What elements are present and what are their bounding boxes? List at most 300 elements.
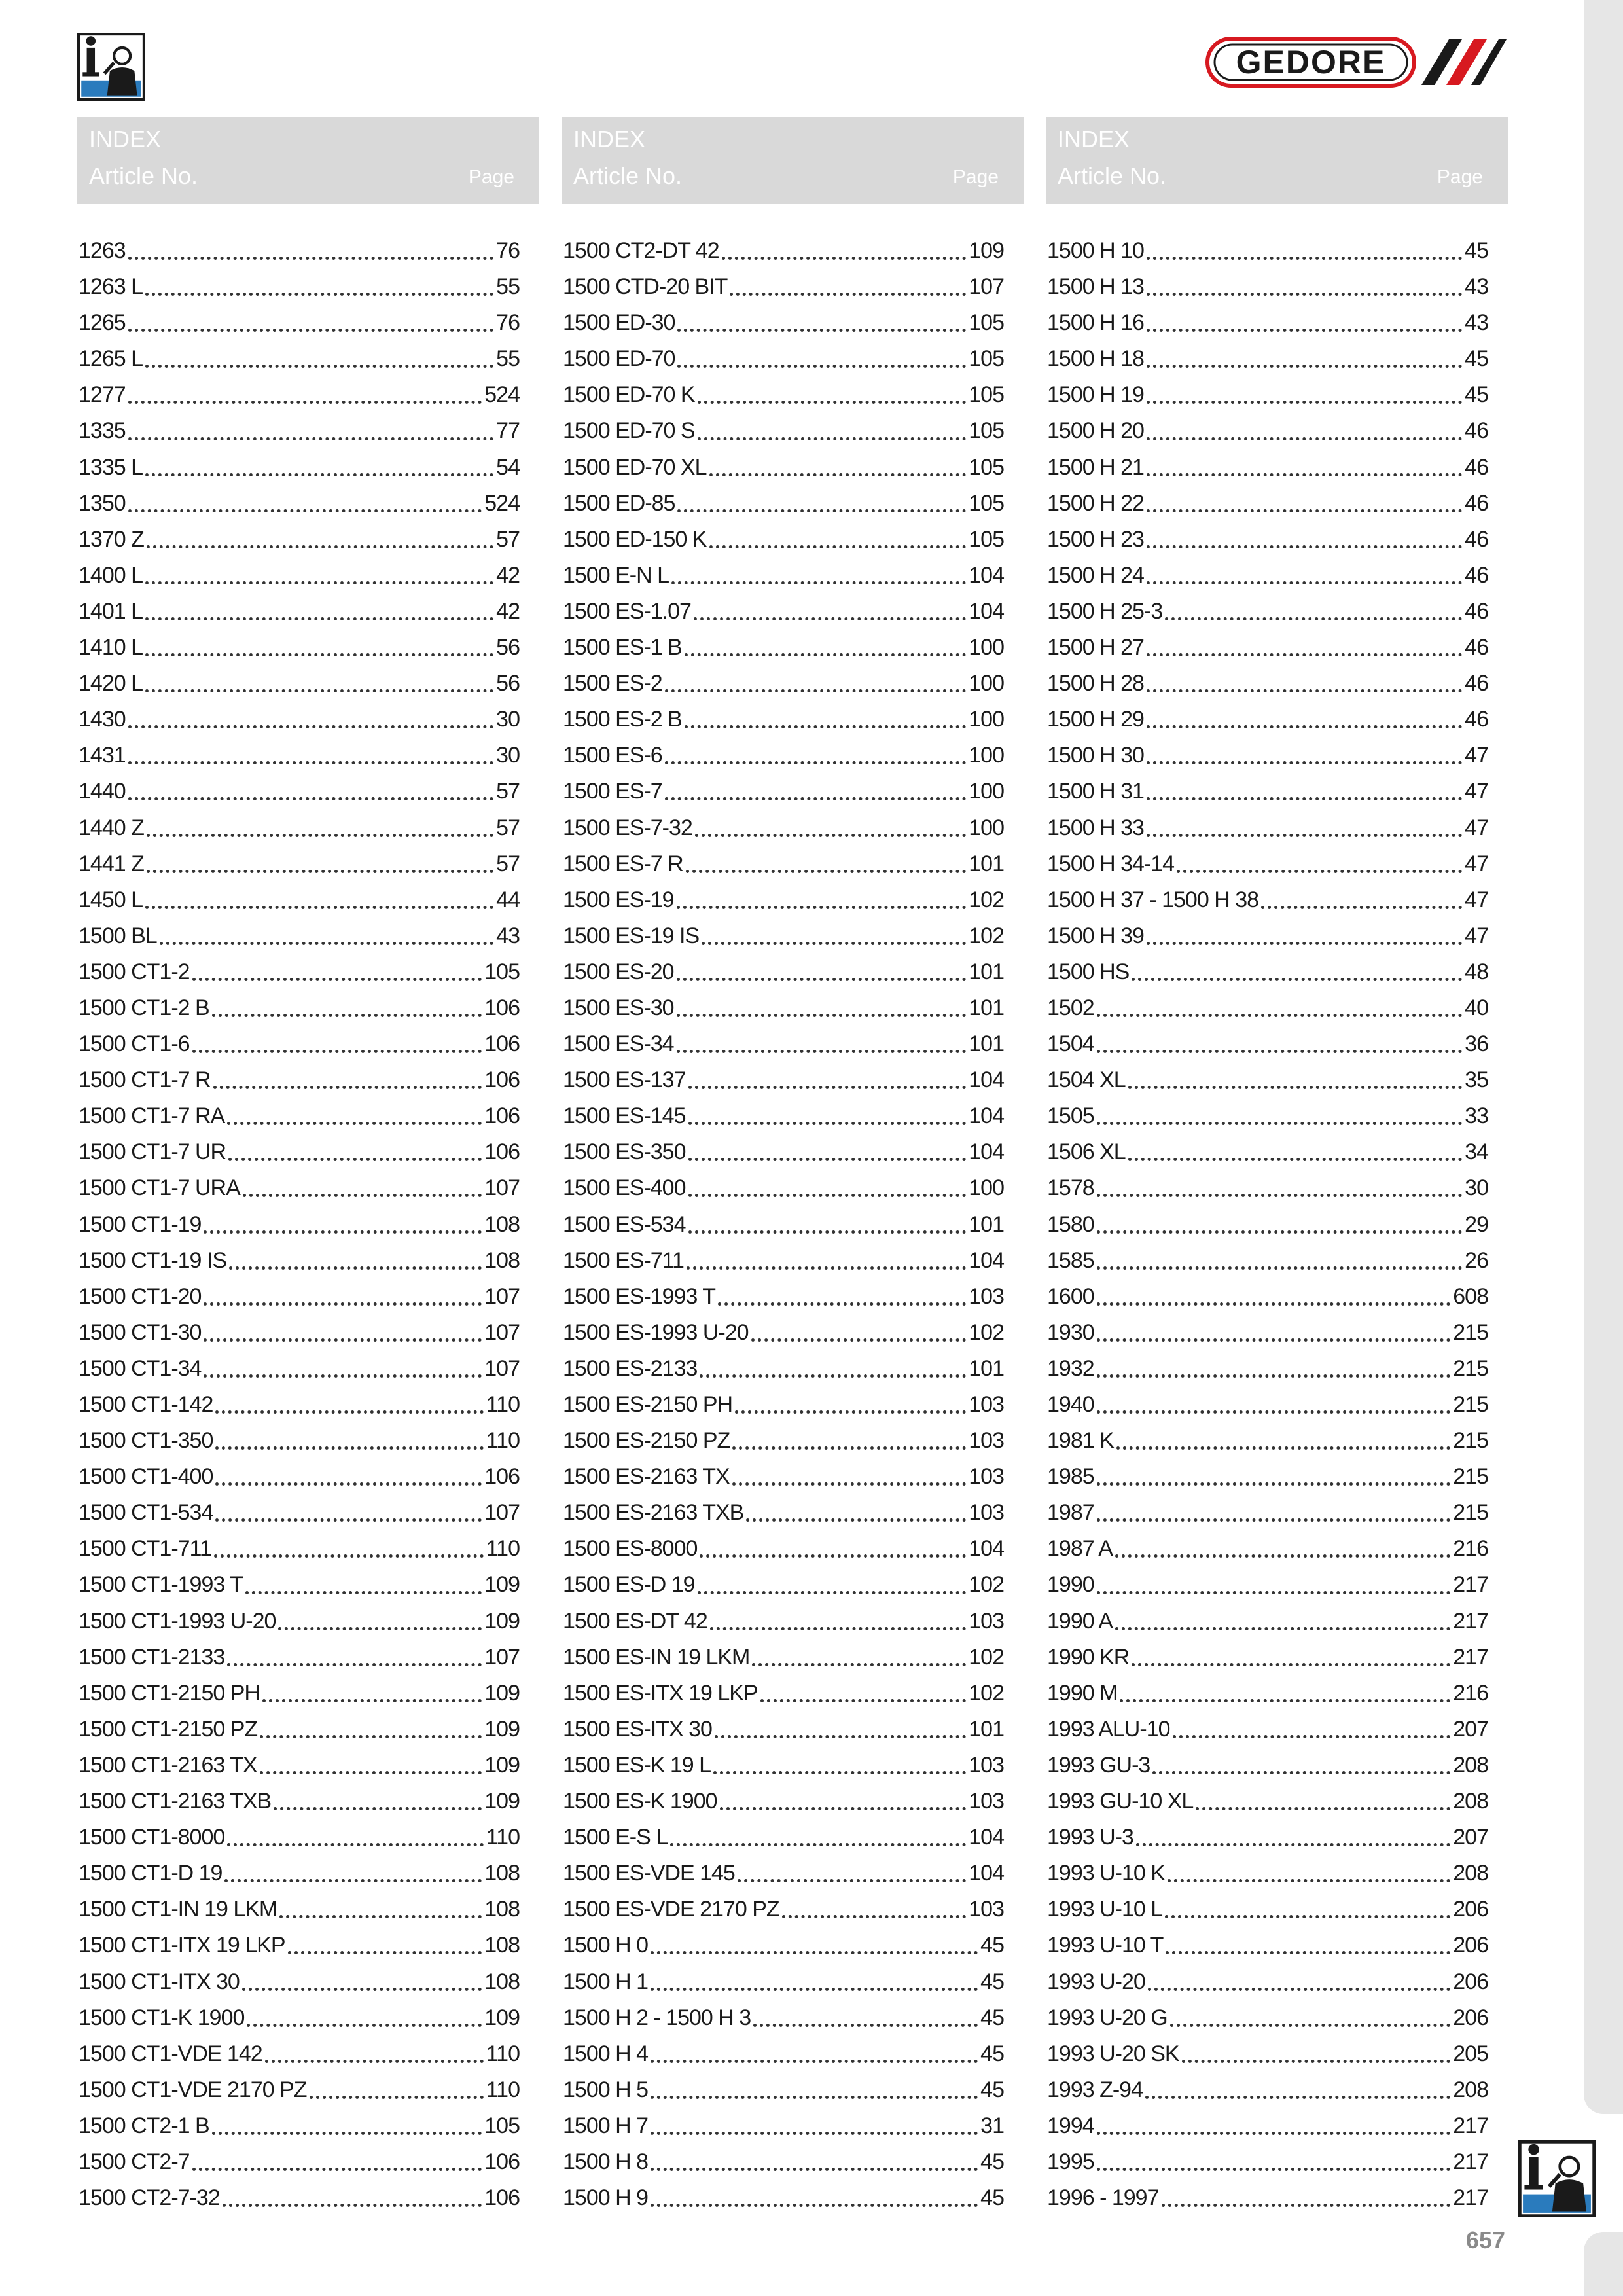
info-person-icon[interactable] xyxy=(1518,2140,1596,2217)
dot-leader xyxy=(1147,257,1462,260)
dot-leader xyxy=(262,1699,482,1702)
index-entry xyxy=(563,1604,1004,1640)
dot-leader xyxy=(1128,1086,1463,1089)
index-entry xyxy=(1047,1748,1488,1784)
dot-leader xyxy=(245,1591,482,1594)
page-reference: 109 xyxy=(484,1608,520,1634)
article-number: 1370 Z xyxy=(79,526,144,552)
article-number: 1500 ES-K 1900 xyxy=(563,1789,717,1814)
index-entry xyxy=(1047,1712,1488,1748)
article-number: 1500 ES-2150 PH xyxy=(563,1392,733,1417)
article-number: 1500 H 16 xyxy=(1047,310,1144,336)
page-reference: 45 xyxy=(1465,238,1488,263)
dot-leader xyxy=(260,1771,482,1774)
index-entry xyxy=(1047,1423,1488,1459)
page-reference: 217 xyxy=(1453,2113,1488,2138)
article-number: 1500 H 1 xyxy=(563,1969,648,1994)
index-entry xyxy=(1047,846,1488,882)
page-reference: 109 xyxy=(484,1789,520,1814)
page-reference: 55 xyxy=(496,346,520,372)
index-entry xyxy=(79,990,520,1026)
index-entry xyxy=(563,1459,1004,1495)
article-number: 1500 ES-2163 TXB xyxy=(563,1500,744,1526)
article-number: 1500 CT1-VDE 142 xyxy=(79,2041,262,2066)
index-entry xyxy=(79,1279,520,1315)
index-entry xyxy=(79,1928,520,1964)
page-reference: 105 xyxy=(969,418,1004,444)
page-reference: 45 xyxy=(1465,382,1488,408)
page-reference: 105 xyxy=(484,959,520,984)
dot-leader xyxy=(1147,761,1462,764)
index-entry xyxy=(1047,1928,1488,1964)
index-entry xyxy=(1047,2036,1488,2072)
page-reference: 33 xyxy=(1465,1103,1488,1129)
header-page-label: Page xyxy=(468,166,514,188)
article-number: 1500 ES-2150 PZ xyxy=(563,1428,730,1454)
index-entry xyxy=(563,1640,1004,1676)
index-entry xyxy=(79,1495,520,1531)
index-entry xyxy=(563,1928,1004,1964)
page-reference: 215 xyxy=(1453,1464,1488,1490)
article-number: 1500 ED-70 S xyxy=(563,418,695,444)
page-reference: 103 xyxy=(969,1392,1004,1417)
dot-leader xyxy=(278,1627,482,1630)
article-number: 1500 ES-VDE 145 xyxy=(563,1861,735,1886)
index-entry xyxy=(1047,1820,1488,1856)
index-entry xyxy=(1047,305,1488,341)
index-entry xyxy=(79,1712,520,1748)
dot-leader xyxy=(782,1915,967,1918)
dot-leader xyxy=(212,2132,482,2135)
brand-name: GEDORE xyxy=(1236,44,1386,81)
dot-leader xyxy=(688,1158,967,1161)
index-entry xyxy=(79,1676,520,1712)
index-entry xyxy=(79,882,520,918)
page-reference: 46 xyxy=(1465,671,1488,696)
page-reference: 57 xyxy=(496,779,520,804)
article-number: 1500 CT1-6 xyxy=(79,1031,190,1057)
dot-leader xyxy=(700,1554,966,1558)
index-entry xyxy=(79,1567,520,1603)
dot-leader xyxy=(1120,1699,1450,1702)
dot-leader xyxy=(227,1122,482,1125)
page-reference: 45 xyxy=(980,2077,1004,2102)
article-number: 1500 CT1-2 xyxy=(79,959,190,984)
article-number: 1990 A xyxy=(1047,1608,1113,1634)
article-number: 1500 ES-2 B xyxy=(563,707,682,732)
index-entry xyxy=(79,1964,520,2000)
entry-list xyxy=(562,233,1024,2216)
page-reference: 106 xyxy=(484,995,520,1020)
page-reference: 217 xyxy=(1453,1572,1488,1598)
dot-leader xyxy=(1152,1771,1450,1774)
page-reference: 107 xyxy=(484,1175,520,1201)
page-reference: 217 xyxy=(1453,1608,1488,1634)
dot-leader xyxy=(1097,1122,1463,1125)
index-entry xyxy=(1047,1098,1488,1134)
page-reference: 100 xyxy=(969,779,1004,804)
article-number: 1500 CT1-VDE 2170 PZ xyxy=(79,2077,307,2102)
index-entry xyxy=(1047,1892,1488,1928)
index-entry xyxy=(563,1207,1004,1243)
page-reference: 56 xyxy=(496,635,520,660)
index-entry xyxy=(79,486,520,522)
article-number: 1500 CT1-1993 U-20 xyxy=(79,1608,276,1634)
dot-leader xyxy=(685,653,966,656)
article-number: 1500 H 18 xyxy=(1047,346,1144,372)
index-entry xyxy=(563,1495,1004,1531)
article-number: 1993 Z-94 xyxy=(1047,2077,1143,2102)
index-entry xyxy=(79,2000,520,2036)
page-reference: 103 xyxy=(969,1500,1004,1526)
index-entry xyxy=(79,2036,520,2072)
page-reference: 40 xyxy=(1465,995,1488,1020)
dot-leader xyxy=(1097,2168,1451,2171)
dot-leader xyxy=(215,1446,483,1450)
index-entry xyxy=(79,1315,520,1351)
index-entry xyxy=(1047,1062,1488,1098)
article-number: 1500 ES-1 B xyxy=(563,635,682,660)
index-entry xyxy=(79,413,520,449)
dot-leader xyxy=(1162,2204,1451,2207)
article-number: 1585 xyxy=(1047,1247,1094,1273)
page-reference: 100 xyxy=(969,707,1004,732)
page-reference: 110 xyxy=(486,1536,520,1562)
page-reference: 102 xyxy=(969,1680,1004,1706)
page-reference: 47 xyxy=(1465,923,1488,948)
article-number: 1500 CT1-142 xyxy=(79,1392,213,1417)
dot-leader xyxy=(677,329,966,332)
page-reference: 608 xyxy=(1453,1283,1488,1309)
page-reference: 104 xyxy=(969,1067,1004,1093)
page-reference: 107 xyxy=(484,1500,520,1526)
page-reference: 47 xyxy=(1465,743,1488,768)
article-number: 1981 K xyxy=(1047,1428,1114,1454)
page-reference: 217 xyxy=(1453,1644,1488,1670)
article-number: 1263 xyxy=(79,238,126,263)
article-number: 1500 H 22 xyxy=(1047,490,1144,516)
page-reference: 104 xyxy=(969,1536,1004,1562)
page-reference: 103 xyxy=(969,1283,1004,1309)
index-entry xyxy=(1047,918,1488,954)
dot-leader xyxy=(1145,2096,1450,2099)
article-number: 1500 ES-6 xyxy=(563,743,662,768)
dot-leader xyxy=(1097,1266,1463,1270)
article-number: 1263 L xyxy=(79,274,143,300)
article-number: 1500 CT1-7 UR xyxy=(79,1139,226,1165)
page-reference: 103 xyxy=(969,1789,1004,1814)
index-entry xyxy=(563,1387,1004,1423)
page-reference: 215 xyxy=(1453,1319,1488,1345)
page-reference: 44 xyxy=(496,887,520,912)
page-reference: 106 xyxy=(484,1067,520,1093)
dot-leader xyxy=(709,473,967,476)
page-reference: 108 xyxy=(484,1861,520,1886)
index-entry xyxy=(563,702,1004,738)
entry-list xyxy=(77,233,539,2216)
page-reference: 106 xyxy=(484,2149,520,2174)
index-entry xyxy=(79,630,520,666)
index-entry xyxy=(563,2144,1004,2180)
article-number: 1500 H 8 xyxy=(563,2149,648,2174)
index-entry xyxy=(563,990,1004,1026)
page-reference: 206 xyxy=(1453,1969,1488,1994)
page-reference: 43 xyxy=(496,923,520,948)
index-entry xyxy=(79,233,520,269)
article-number: 1265 xyxy=(79,310,126,336)
page-reference: 77 xyxy=(496,418,520,444)
index-entry xyxy=(79,1243,520,1279)
page-reference: 47 xyxy=(1465,815,1488,840)
dot-leader xyxy=(192,1050,482,1053)
article-number: 1265 L xyxy=(79,346,143,372)
dot-leader xyxy=(1097,1050,1463,1053)
dot-leader xyxy=(160,942,494,945)
article-number: 1600 xyxy=(1047,1283,1094,1309)
article-number: 1990 M xyxy=(1047,1680,1118,1706)
dot-leader xyxy=(1166,1951,1450,1954)
index-entry xyxy=(1047,450,1488,486)
page-reference: 107 xyxy=(969,274,1004,300)
article-number: 1500 H 28 xyxy=(1047,671,1144,696)
dot-leader xyxy=(700,1374,966,1378)
dot-leader xyxy=(1097,1014,1463,1017)
index-entry xyxy=(1047,486,1488,522)
index-entry xyxy=(79,1820,520,1856)
dot-leader xyxy=(1147,437,1462,440)
article-number: 1350 xyxy=(79,490,126,516)
page-reference: 102 xyxy=(969,1572,1004,1598)
index-entry xyxy=(1047,954,1488,990)
page-reference: 45 xyxy=(980,1969,1004,1994)
dot-leader xyxy=(279,1915,482,1918)
article-number: 1940 xyxy=(1047,1392,1094,1417)
page-reference: 217 xyxy=(1453,2185,1488,2211)
index-entry xyxy=(563,2180,1004,2216)
page-reference: 208 xyxy=(1453,1789,1488,1814)
page-reference: 103 xyxy=(969,1428,1004,1454)
header-subtitle: Article No. xyxy=(573,162,683,189)
page-reference: 36 xyxy=(1465,1031,1488,1057)
column-header xyxy=(562,117,1024,204)
dot-leader xyxy=(128,797,494,800)
index-entry xyxy=(1047,1964,1488,2000)
article-number: 1500 CT1-400 xyxy=(79,1464,213,1490)
article-number: 1502 xyxy=(1047,995,1094,1020)
article-number: 1500 H 31 xyxy=(1047,779,1144,804)
index-entry xyxy=(79,377,520,413)
header-page-label: Page xyxy=(952,166,999,188)
page-reference: 108 xyxy=(484,1897,520,1922)
dot-leader xyxy=(147,870,493,873)
dot-leader xyxy=(224,1879,482,1882)
dot-leader xyxy=(698,437,967,440)
article-number: 1500 ES-2 xyxy=(563,671,662,696)
index-entry xyxy=(79,918,520,954)
dot-leader xyxy=(1097,1338,1451,1342)
article-number: 1500 CT2-DT 42 xyxy=(563,238,719,263)
page-reference: 30 xyxy=(496,707,520,732)
page-reference: 104 xyxy=(969,598,1004,624)
article-number: 1996 - 1997 xyxy=(1047,2185,1159,2211)
page-reference: 34 xyxy=(1465,1139,1488,1165)
side-tab-bar-lower xyxy=(1584,2232,1623,2296)
article-number: 1500 ES-137 xyxy=(563,1067,686,1093)
page-reference: 104 xyxy=(969,1139,1004,1165)
index-entry xyxy=(79,1640,520,1676)
page-reference: 217 xyxy=(1453,2149,1488,2174)
article-number: 1993 U-10 T xyxy=(1047,1933,1164,1958)
index-entry xyxy=(563,1315,1004,1351)
page-reference: 56 xyxy=(496,671,520,696)
dot-leader xyxy=(651,1988,978,1991)
page-reference: 216 xyxy=(1453,1680,1488,1706)
page-reference: 101 xyxy=(969,1211,1004,1237)
page-reference: 43 xyxy=(1465,310,1488,336)
dot-leader xyxy=(688,1230,967,1234)
dot-leader xyxy=(687,1266,966,1270)
page-reference: 102 xyxy=(969,923,1004,948)
index-entry xyxy=(1047,1170,1488,1206)
page-reference: 206 xyxy=(1453,2005,1488,2030)
index-entry xyxy=(1047,1026,1488,1062)
page-reference: 54 xyxy=(496,454,520,480)
dot-leader xyxy=(718,1302,966,1306)
page-reference: 110 xyxy=(486,1428,520,1454)
article-number: 1500 CT1-7 R xyxy=(79,1067,211,1093)
page-reference: 106 xyxy=(484,1103,520,1129)
article-number: 1500 CT1-IN 19 LKM xyxy=(79,1897,277,1922)
index-entry xyxy=(79,1170,520,1206)
index-entry xyxy=(563,666,1004,702)
index-entry xyxy=(1047,2180,1488,2216)
dot-leader xyxy=(215,1482,482,1486)
index-entry xyxy=(79,1026,520,1062)
index-entry xyxy=(79,2144,520,2180)
article-number: 1993 U-3 xyxy=(1047,1825,1133,1850)
index-entry xyxy=(79,1748,520,1784)
dot-leader xyxy=(145,906,493,909)
page-reference: 215 xyxy=(1453,1500,1488,1526)
dot-leader xyxy=(145,653,493,656)
article-number: 1500 H 21 xyxy=(1047,454,1144,480)
index-entry xyxy=(1047,882,1488,918)
page-reference: 107 xyxy=(484,1319,520,1345)
article-number: 1500 ES-711 xyxy=(563,1247,684,1273)
article-number: 1500 CT2-7-32 xyxy=(79,2185,220,2211)
article-number: 1500 CT1-350 xyxy=(79,1428,213,1454)
index-entry xyxy=(563,738,1004,774)
page-reference: 47 xyxy=(1465,851,1488,876)
index-entry xyxy=(563,1820,1004,1856)
dot-leader xyxy=(670,1843,966,1846)
article-number: 1500 CT1-8000 xyxy=(79,1825,225,1850)
index-entry xyxy=(79,738,520,774)
page-reference: 43 xyxy=(1465,274,1488,300)
article-number: 1500 ED-70 K xyxy=(563,382,695,408)
dot-leader xyxy=(1165,1915,1450,1918)
page-reference: 57 xyxy=(496,815,520,840)
article-number: 1500 CT1-1993 T xyxy=(79,1572,243,1598)
dot-leader xyxy=(1097,1410,1451,1414)
article-number: 1500 BL xyxy=(79,923,157,948)
dot-leader xyxy=(1170,2024,1451,2027)
page-reference: 104 xyxy=(969,1247,1004,1273)
article-number: 1500 H 25-3 xyxy=(1047,598,1163,624)
page-reference: 57 xyxy=(496,526,520,552)
article-number: 1500 H 39 xyxy=(1047,923,1144,948)
dot-leader xyxy=(735,1410,966,1414)
index-entry xyxy=(79,1531,520,1567)
article-number: 1990 KR xyxy=(1047,1644,1130,1670)
index-entry xyxy=(1047,738,1488,774)
article-number: 1440 Z xyxy=(79,815,144,840)
index-entry xyxy=(1047,1243,1488,1279)
dot-leader xyxy=(665,689,967,692)
article-number: 1578 xyxy=(1047,1175,1094,1201)
article-number: 1500 ES-8000 xyxy=(563,1536,698,1562)
article-number: 1930 xyxy=(1047,1319,1094,1345)
index-entry xyxy=(1047,2000,1488,2036)
index-entry xyxy=(563,1784,1004,1820)
page-reference: 29 xyxy=(1465,1211,1488,1237)
dot-leader xyxy=(746,1518,966,1522)
article-number: 1500 CT1-D 19 xyxy=(79,1861,223,1886)
header-title: INDEX xyxy=(89,126,162,152)
dot-leader xyxy=(677,1014,967,1017)
dot-leader xyxy=(651,1951,978,1954)
dot-leader xyxy=(128,509,482,512)
header-subtitle: Article No. xyxy=(89,162,198,189)
dot-leader xyxy=(720,1807,967,1810)
index-entry xyxy=(563,918,1004,954)
dot-leader xyxy=(247,2024,482,2027)
dot-leader xyxy=(651,2132,978,2135)
index-entry xyxy=(79,2108,520,2144)
dot-leader xyxy=(685,725,966,728)
page-reference: 42 xyxy=(496,562,520,588)
dot-leader xyxy=(1165,617,1462,620)
index-entry xyxy=(563,1856,1004,1892)
dot-leader xyxy=(715,1735,966,1738)
index-entry xyxy=(563,341,1004,377)
index-entry xyxy=(563,486,1004,522)
index-entry xyxy=(79,954,520,990)
dot-leader xyxy=(710,1627,967,1630)
dot-leader xyxy=(1147,509,1462,512)
article-number: 1500 CT2-1 B xyxy=(79,2113,209,2138)
page-reference: 109 xyxy=(484,1716,520,1742)
dot-leader xyxy=(709,545,967,548)
article-number: 1993 U-10 L xyxy=(1047,1897,1163,1922)
page-reference: 47 xyxy=(1465,887,1488,912)
index-entry xyxy=(1047,269,1488,305)
dot-leader xyxy=(752,1663,966,1666)
article-number: 1987 xyxy=(1047,1500,1094,1526)
page-reference: 524 xyxy=(484,382,520,408)
article-number: 1500 CT1-K 1900 xyxy=(79,2005,245,2030)
article-number: 1500 ES-2133 xyxy=(563,1355,698,1381)
dot-leader xyxy=(732,1446,966,1450)
index-entry xyxy=(1047,810,1488,846)
index-entry xyxy=(1047,1315,1488,1351)
dot-leader xyxy=(713,1771,966,1774)
index-entry xyxy=(79,702,520,738)
article-number: 1500 E-S L xyxy=(563,1825,668,1850)
dot-leader xyxy=(1147,473,1462,476)
page-reference: 103 xyxy=(969,1897,1004,1922)
index-entry xyxy=(563,1279,1004,1315)
